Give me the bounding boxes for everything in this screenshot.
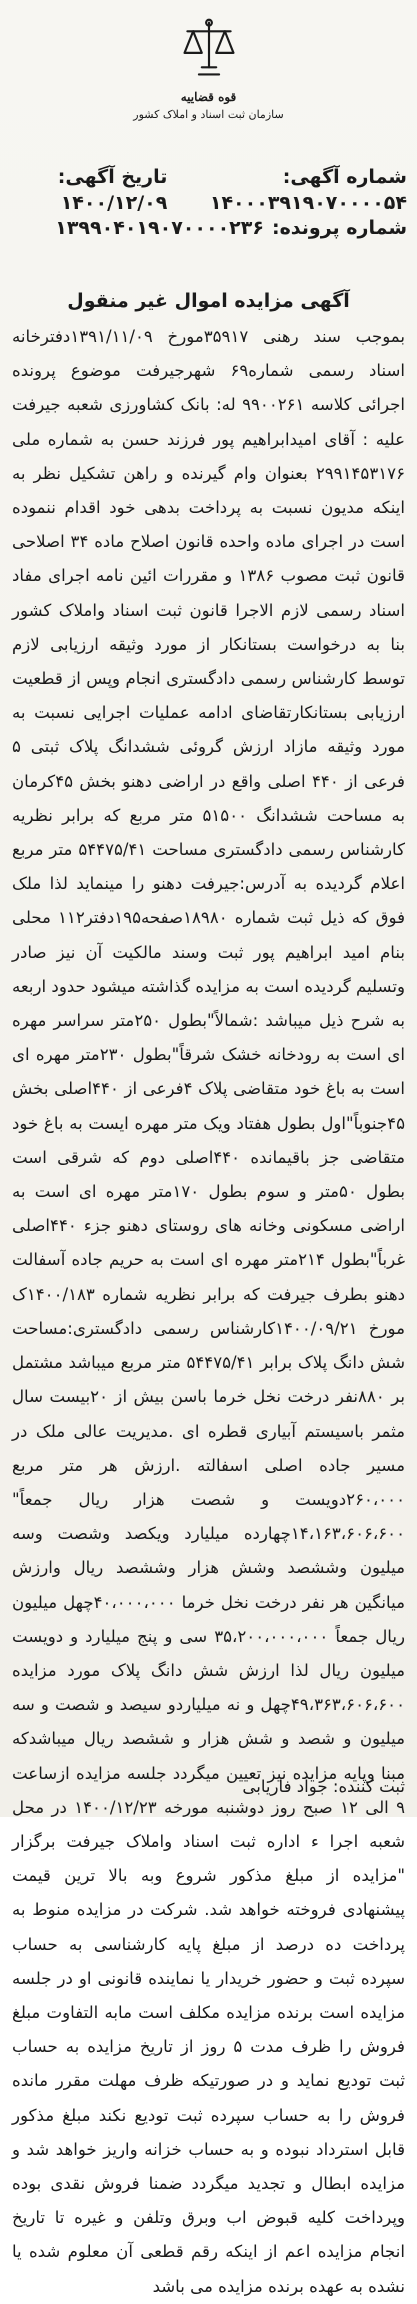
notice-title: آگهی مزایده اموال غیر منقول <box>67 290 350 312</box>
notice-meta <box>10 165 407 242</box>
file-number-row <box>10 216 407 242</box>
file-number: ۱۳۹۹۰۴۰۱۹۰۷۰۰۰۰۲۳۶ <box>55 217 264 240</box>
organization-name: سازمان ثبت اسناد و املاک کشور <box>133 108 284 121</box>
header <box>0 6 417 156</box>
notice-number-label: شماره آگهی: <box>282 166 407 188</box>
notice-number: ۱۴۰۰۰۳۹۱۹۰۷۰۰۰۰۵۴ <box>209 191 407 214</box>
file-number-label: شماره پرونده: <box>271 217 407 240</box>
body-text: بموجب سند رهنی ۳۵۹۱۷مورخ ۱۳۹۱/۱۱/۰۹دفترخانه اسناد رسمی شماره۶۹ شهرجیرفت موضوع پرونده اجرائی کلاسه ۹۹۰۰۲۶۱ له: بانک کشاورزی شعبه جیرفت علیه : آقای امیدابراهیم پور فرزند حسن به شماره ملی ۲۹۹۱۴۵۳۱۷۶ بعنوان وام گیرنده و راهن تشکیل نظر به اینکه مدیون نسبت به پرداخت بدهی خود اقدام ننموده است در اجرای ماده واحده قانون اصلاح ماده ۳۴ اصلاحی قانون ثبت مصوب ۱۳۸۶ و مقررات ائین نامه اجرای مفاد اسناد رسمی لازم الاجرا قانون ثبت اسناد واملاک کشور بنا به درخواست بستانکار از مورد وثیقه ارزیابی لازم توسط کارشناس رسمی دادگستری انجام وپس از قطعیت ارزیابی بستانکارتقاضای ادامه عملیات اجرایی نسبت به مورد وثیقه مازاد ارزش گروئی ششدانگ پلاک ثبتی ۵ فرعی از ۴۴۰ اصلی واقع در اراضی دهنو بخش ۴۵کرمان به مساحت ششدانگ ۵۱۵۰۰ متر مربع که برابر نظریه کارشناس رسمی دادگستری مساحت ۵۴۴۷۵/۴۱ متر مربع اعلام گردیده به آدرس:جیرفت دهنو را مینماید لذا ملک فوق که ذیل ثبت شماره ۱۸۹۸۰صفحه۱۹۵دفتر۱۱۲ محلی بنام امید ابراهیم پور ثبت وسند مالکیت آن نیز صادر وتسلیم گردیده است به مزایده گذاشته میشود حدود اربعه به شرح ذیل میباشد :شمالاً"بطول ۲۵۰متر سراسر مهره ای است به رودخانه خشک شرقاً"بطول ۲۳۰متر مهره ای است به باغ خود متقاضی پلاک ۴فرعی از ۴۴۰اصلی بخش ۴۵جنوباً"اول بطول هفتاد ویک متر مهره ایست به باغ خود متقاضی جز باقیمانده ۴۴۰اصلی دوم که شرقی است بطول ۵۰متر و سوم بطول ۱۷۰متر مهره ای است به اراضی مسکونی وخانه های روستای دهنو جزء ۴۴۰اصلی غرباً"بطول ۲۱۴متر مهره ای است به حریم جاده آسفالت دهنو بطرف جیرفت که برابر نظریه شماره ۱۴۰۰/۱۸۳ک مورخ ۱۴۰۰/۰۹/۲۱کارشناس رسمی دادگستری:مساحت شش دانگ پلاک برابر ۵۴۴۷۵/۴۱ متر مربع میباشد مشتمل بر ۸۸۰نفر درخت نخل خرما باسن بیش از ۲۰بیست سال مثمر باسیستم آبیاری قطره ای .مدیریت عالی ملک در مسیر جاده اصلی اسفالته .ارزش هر متر مربع ۲۶۰،۰۰۰دویست و شصت هزار ریال جمعاً" ۱۴،۱۶۳،۶۰۶،۶۰۰چهارده میلیارد ویکصد وشصت وسه میلیون وششصد وشش هزار وششصد ریال وارزش میانگین هر نفر درخت نخل خرما ۴۰،۰۰۰،۰۰۰چهل میلیون ریال جمعاً ۳۵،۲۰۰،۰۰۰،۰۰۰ سی و پنج میلیارد و دویست میلیون ریال لذا ارزش شش دانگ پلاک مورد مزایده ۴۹،۳۶۳،۶۰۶،۶۰۰چهل و نه میلیاردو سیصد و شصت و سه میلیون و شصد و شش هزار و ششصد ریال میباشدکه مبنا وپایه مزایده نیز تعیین میگردد جلسه مزایده ازساعت ۹ الی ۱۲ صبح روز دوشنبه مورخه ۱۴۰۰/۱۲/۲۳ در محل شعبه اجرا ء اداره ثبت اسناد واملاک جیرفت برگزار "مزایده از مبلغ مذکور شروع وبه بالا ترین قیمت پیشنهادی فروخته خواهد شد. شرکت در مزایده منوط به پرداخت ده درصد از مبلغ پایه کارشناسی به حساب سپرده ثبت و حضور خریدار یا نماینده قانونی او در جلسه مزایده است برنده مزایده مکلف است مابه التفاوت مبلغ فروش را ظرف مدت ۵ روز از تاریخ مزایده به حساب ثبت تودیع نماید و در صورتیکه ظرف مهلت مقرر مانده فروش را به حساب سپرده ثبت تودیع نکند مبلغ مذکور قابل استرداد نبوده و به حساب خزانه واریز خواهد شد و مزایده ابطال و تجدید میگردد ضمنا فروش نقدی بوده وپرداخت کلیه قبوض اب وبرق وتلفن و غیره تا تاریخ انجام مزایده اعم از اینکه رقم قطعی آن معلوم شده یا نشده به عهده برنده مزایده می باشد <box>12 327 406 2296</box>
signature: ثبت کننده: جواد فاریابی <box>242 1777 405 1796</box>
notice-number-row <box>10 165 407 216</box>
scales-of-justice-icon <box>173 14 245 86</box>
judiciary-name: قوه قضاییه <box>180 90 237 104</box>
notice-date-group <box>10 165 167 216</box>
notice-date-label: تاریخ آگهی: <box>57 166 168 188</box>
notice-number-group <box>175 165 407 216</box>
notice-date: ۱۴۰۰/۱۲/۰۹ <box>60 191 168 214</box>
